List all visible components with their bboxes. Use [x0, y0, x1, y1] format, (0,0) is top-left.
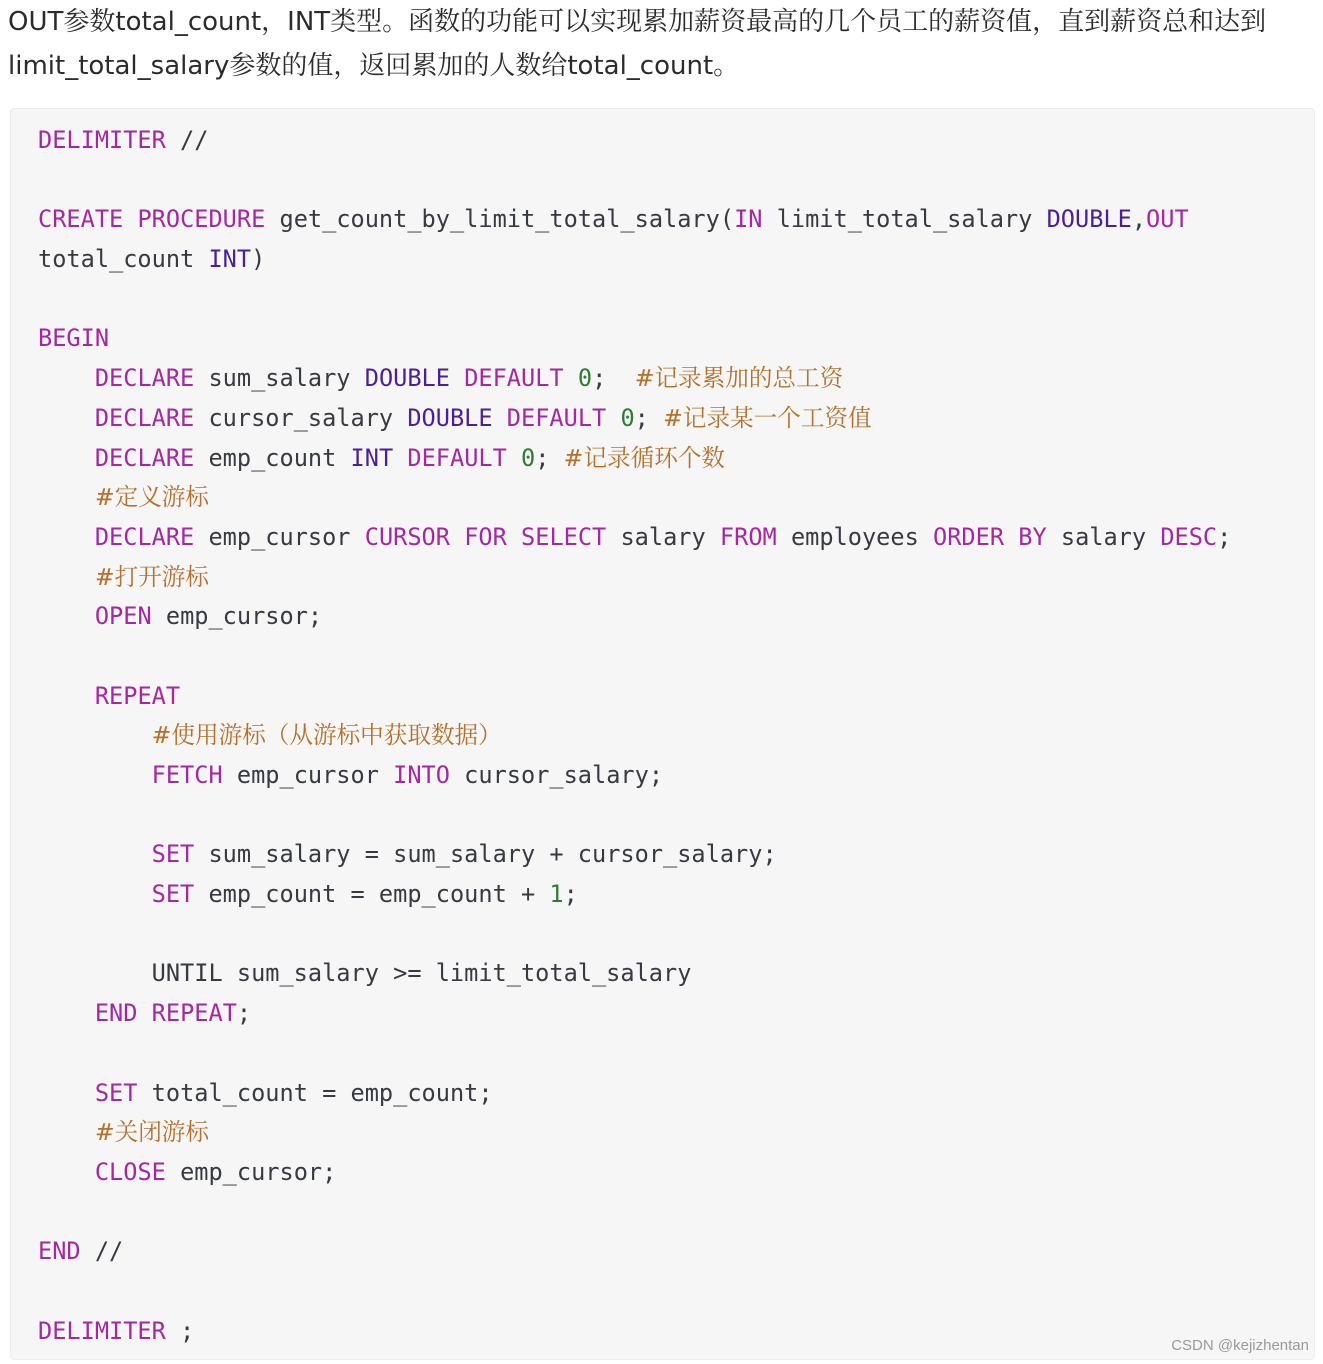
code-keyword: IN — [734, 205, 763, 234]
code-keyword: CLOSE — [94, 1157, 166, 1186]
code-line — [38, 1074, 1231, 1114]
code-text: salary — [606, 522, 720, 551]
code-text: total_count — [38, 245, 209, 274]
code-line — [38, 756, 1231, 796]
code-text — [137, 999, 151, 1027]
code-text — [38, 1079, 95, 1107]
code-comment: #定义游标 — [94, 483, 209, 512]
code-line — [38, 1113, 1231, 1153]
code-keyword: SELECT — [521, 522, 607, 551]
code-text: ; — [592, 364, 635, 393]
code-text — [38, 364, 95, 392]
code-line — [38, 200, 1231, 240]
code-keyword: FOR — [464, 522, 507, 551]
code-text: cursor_salary — [194, 403, 408, 432]
code-keyword: DEFAULT — [464, 364, 564, 393]
code-keyword: INTO — [393, 761, 450, 789]
code-line — [38, 954, 1231, 994]
code-type: DOUBLE — [407, 403, 493, 432]
code-keyword: BY — [1018, 522, 1047, 551]
code-text: ; — [1217, 522, 1232, 551]
code-text — [38, 682, 95, 710]
code-comment: #记录循环个数 — [563, 443, 726, 472]
code-keyword: END — [94, 999, 138, 1028]
code-line — [38, 518, 1231, 558]
code-keyword: DESC — [1160, 522, 1218, 551]
code-comment: #使用游标（从游标中获取数据） — [151, 721, 502, 750]
code-line — [38, 439, 1231, 479]
code-comment: #打开游标 — [94, 562, 209, 591]
code-line — [38, 280, 1231, 320]
code-text — [450, 523, 464, 551]
code-text: limit_total_salary — [762, 205, 1047, 234]
code-text — [38, 999, 95, 1027]
code-text — [606, 404, 620, 432]
code-text: ; — [236, 999, 252, 1028]
code-text — [38, 721, 152, 749]
code-text: emp_cursor — [222, 761, 394, 789]
code-text: ; — [165, 1316, 195, 1345]
code-text — [38, 483, 95, 511]
code-type: INT — [208, 245, 252, 274]
code-keyword: DELIMITER — [38, 126, 166, 154]
code-text — [38, 404, 95, 432]
code-text: cursor_salary; — [449, 761, 664, 789]
code-text — [38, 1158, 95, 1186]
code-text — [38, 880, 152, 908]
code-text — [38, 563, 95, 591]
code-text: get_count_by_limit_total_salary( — [265, 205, 735, 234]
code-keyword: DEFAULT — [506, 403, 607, 432]
code-text: ; — [634, 403, 664, 432]
code-text: emp_cursor; — [151, 602, 323, 631]
code-text — [507, 444, 521, 472]
code-text — [564, 364, 578, 392]
code-line — [38, 1272, 1231, 1312]
code-text — [450, 364, 464, 392]
code-keyword: DECLARE — [94, 443, 195, 472]
code-comment: #记录累加的总工资 — [634, 364, 844, 393]
code-text: sum_salary — [194, 364, 365, 393]
watermark: CSDN @kejizhentan — [1171, 1337, 1309, 1354]
code-keyword: OPEN — [94, 602, 152, 631]
code-text: // — [165, 126, 209, 154]
code-keyword: FROM — [719, 522, 777, 551]
intro-paragraph: OUT参数total_count，INT类型。函数的功能可以实现累加薪资最高的几个员工的薪资值，直到薪资总和达到limit_total_salary参数的值，返回累加的人数给total_count。 — [8, 7, 1267, 81]
code-text — [38, 523, 95, 551]
code-text: salary — [1046, 522, 1161, 551]
code-line — [38, 1193, 1231, 1233]
code-comment: #记录某一个工资值 — [663, 403, 872, 432]
code-keyword: SET — [151, 840, 195, 869]
code-keyword: BEGIN — [38, 324, 110, 353]
code-line — [38, 558, 1231, 598]
code-text: sum_salary = sum_salary + cursor_salary; — [194, 840, 777, 869]
code-text: employees — [776, 522, 933, 551]
code-text — [123, 205, 137, 233]
code-type: INT — [350, 443, 394, 472]
code-keyword: PROCEDURE — [137, 205, 266, 234]
code-line — [38, 1153, 1231, 1193]
code-text — [38, 840, 152, 868]
code-text — [493, 404, 507, 432]
code-type: DOUBLE — [1046, 205, 1132, 234]
code-line — [38, 161, 1231, 201]
code-text — [38, 761, 152, 789]
code-line — [38, 240, 1231, 280]
code-text: ; — [563, 880, 578, 909]
code-number: 0 — [620, 403, 635, 432]
code-text — [38, 602, 95, 630]
code-keyword: ORDER — [933, 522, 1005, 551]
code-line — [38, 716, 1231, 756]
code-keyword: OUT — [1146, 205, 1189, 234]
code-line — [38, 835, 1231, 875]
code-line — [38, 1232, 1231, 1272]
code-text: emp_count = emp_count + — [194, 880, 550, 909]
code-line — [38, 875, 1231, 915]
code-text: emp_cursor — [194, 522, 365, 551]
code-keyword: CREATE — [38, 205, 124, 234]
code-line — [38, 597, 1231, 637]
code-text: total_count = emp_count; — [137, 1078, 493, 1107]
code-text: , — [1131, 205, 1147, 234]
code-line — [38, 359, 1231, 399]
code-keyword: DECLARE — [94, 364, 195, 393]
code-text — [38, 1118, 95, 1146]
code-line — [38, 399, 1231, 439]
code-line — [38, 637, 1231, 677]
code-content — [38, 121, 1231, 1351]
code-keyword: DEFAULT — [407, 443, 507, 472]
code-number: 0 — [521, 443, 536, 472]
code-text: emp_count — [194, 443, 351, 472]
code-keyword: CURSOR — [364, 522, 450, 551]
code-text: UNTIL sum_salary >= limit_total_salary — [38, 959, 692, 988]
code-block[interactable] — [10, 108, 1315, 1360]
code-text: ; — [535, 443, 564, 472]
code-text — [1004, 523, 1018, 551]
code-keyword: SET — [94, 1078, 138, 1107]
code-line — [38, 1034, 1231, 1074]
code-number: 0 — [577, 364, 593, 393]
code-text — [393, 444, 407, 472]
code-text: ) — [251, 245, 266, 274]
code-line — [38, 915, 1231, 955]
code-line — [38, 1312, 1231, 1352]
code-keyword: REPEAT — [94, 681, 181, 710]
code-line — [38, 796, 1231, 836]
code-line — [38, 994, 1231, 1034]
code-keyword: DELIMITER — [38, 1316, 166, 1345]
code-keyword: FETCH — [151, 761, 223, 789]
code-text: emp_cursor; — [165, 1157, 337, 1186]
code-line — [38, 121, 1231, 161]
code-text — [507, 523, 521, 551]
code-keyword: END — [38, 1237, 81, 1266]
code-line — [38, 319, 1231, 359]
code-line — [38, 677, 1231, 717]
code-number: 1 — [549, 880, 564, 909]
code-text — [38, 444, 95, 472]
code-keyword: REPEAT — [151, 999, 237, 1028]
code-text: // — [80, 1237, 124, 1266]
code-keyword: SET — [151, 880, 195, 909]
code-line — [38, 478, 1231, 518]
code-keyword: DECLARE — [94, 403, 195, 432]
code-keyword: DECLARE — [94, 522, 195, 551]
code-comment: #关闭游标 — [94, 1118, 209, 1147]
code-type: DOUBLE — [364, 364, 450, 393]
